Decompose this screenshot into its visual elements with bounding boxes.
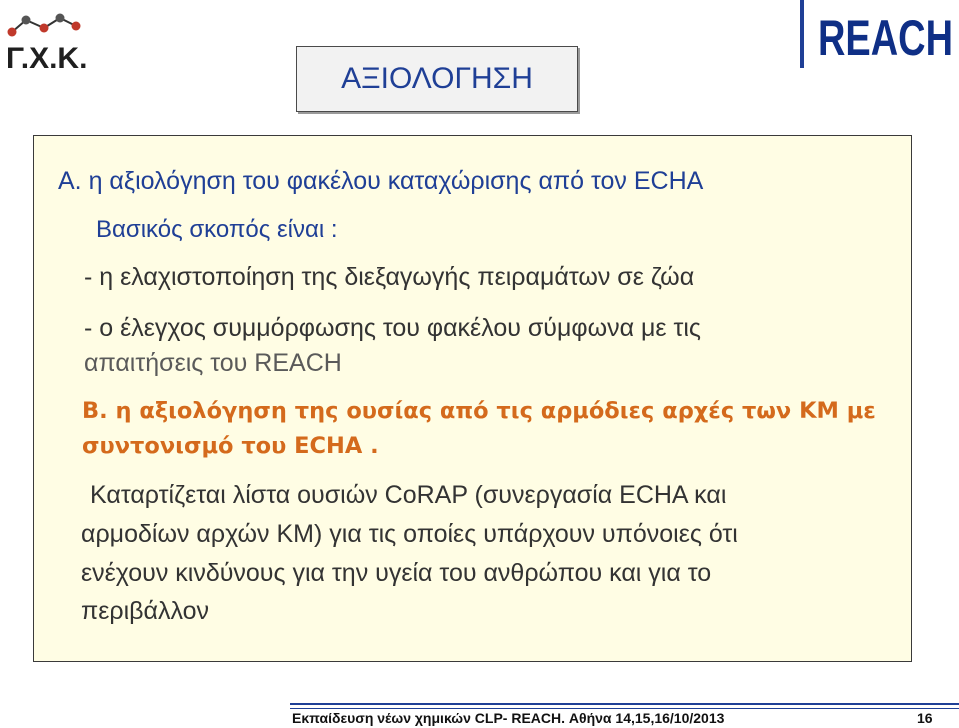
section-b-heading-line1: Β. η αξιολόγηση της ουσίας από τις αρμόδιες αρχές των ΚΜ με xyxy=(82,398,876,424)
section-a-heading: Α. η αξιολόγηση του φακέλου καταχώρισης από τον ECHA xyxy=(58,167,704,195)
content-box xyxy=(33,135,912,662)
corap-text-line3: ενέχουν κινδύνους για την υγεία του ανθρώπου και για το xyxy=(81,559,712,587)
bullet-compliance-line2: απαιτήσεις του REACH xyxy=(84,349,342,377)
corap-text-line2: αρμοδίων αρχών ΚΜ) για τις οποίες υπάρχουν υπόνοιες ότι xyxy=(81,520,738,548)
bullet-compliance-line1: - ο έλεγχος συμμόρφωσης του φακέλου σύμφωνα με τις xyxy=(84,314,701,342)
page-number: 16 xyxy=(917,710,933,726)
footer-divider xyxy=(290,703,959,705)
section-b-heading-line2: συντονισμό του ECHA . xyxy=(82,433,379,459)
gxk-logo-text: Γ.Χ.Κ. xyxy=(6,42,88,74)
slide-title-box xyxy=(296,46,578,112)
main-purpose-label: Βασικός σκοπός είναι : xyxy=(96,216,338,243)
footer-divider-thin xyxy=(290,708,959,709)
molecule-icon xyxy=(8,14,81,37)
corap-text-line4: περιβάλλον xyxy=(81,597,210,625)
reach-logo xyxy=(800,0,959,68)
slide-title: ΑΞΙΟΛΟΓΗΣΗ xyxy=(341,62,533,95)
bullet-animal-testing: - η ελαχιστοποίηση της διεξαγωγής πειραμάτων σε ζώα xyxy=(84,263,695,291)
reach-logo-text: REACH xyxy=(818,10,953,66)
corap-text-line1: Καταρτίζεται λίστα ουσιών CoRAP (συνεργασία ECHA και xyxy=(90,481,727,509)
gxk-logo xyxy=(4,8,104,74)
footer-text: Εκπαίδευση νέων χημικών CLP- REACH. Αθήνα 14,15,16/10/2013 xyxy=(292,710,725,726)
